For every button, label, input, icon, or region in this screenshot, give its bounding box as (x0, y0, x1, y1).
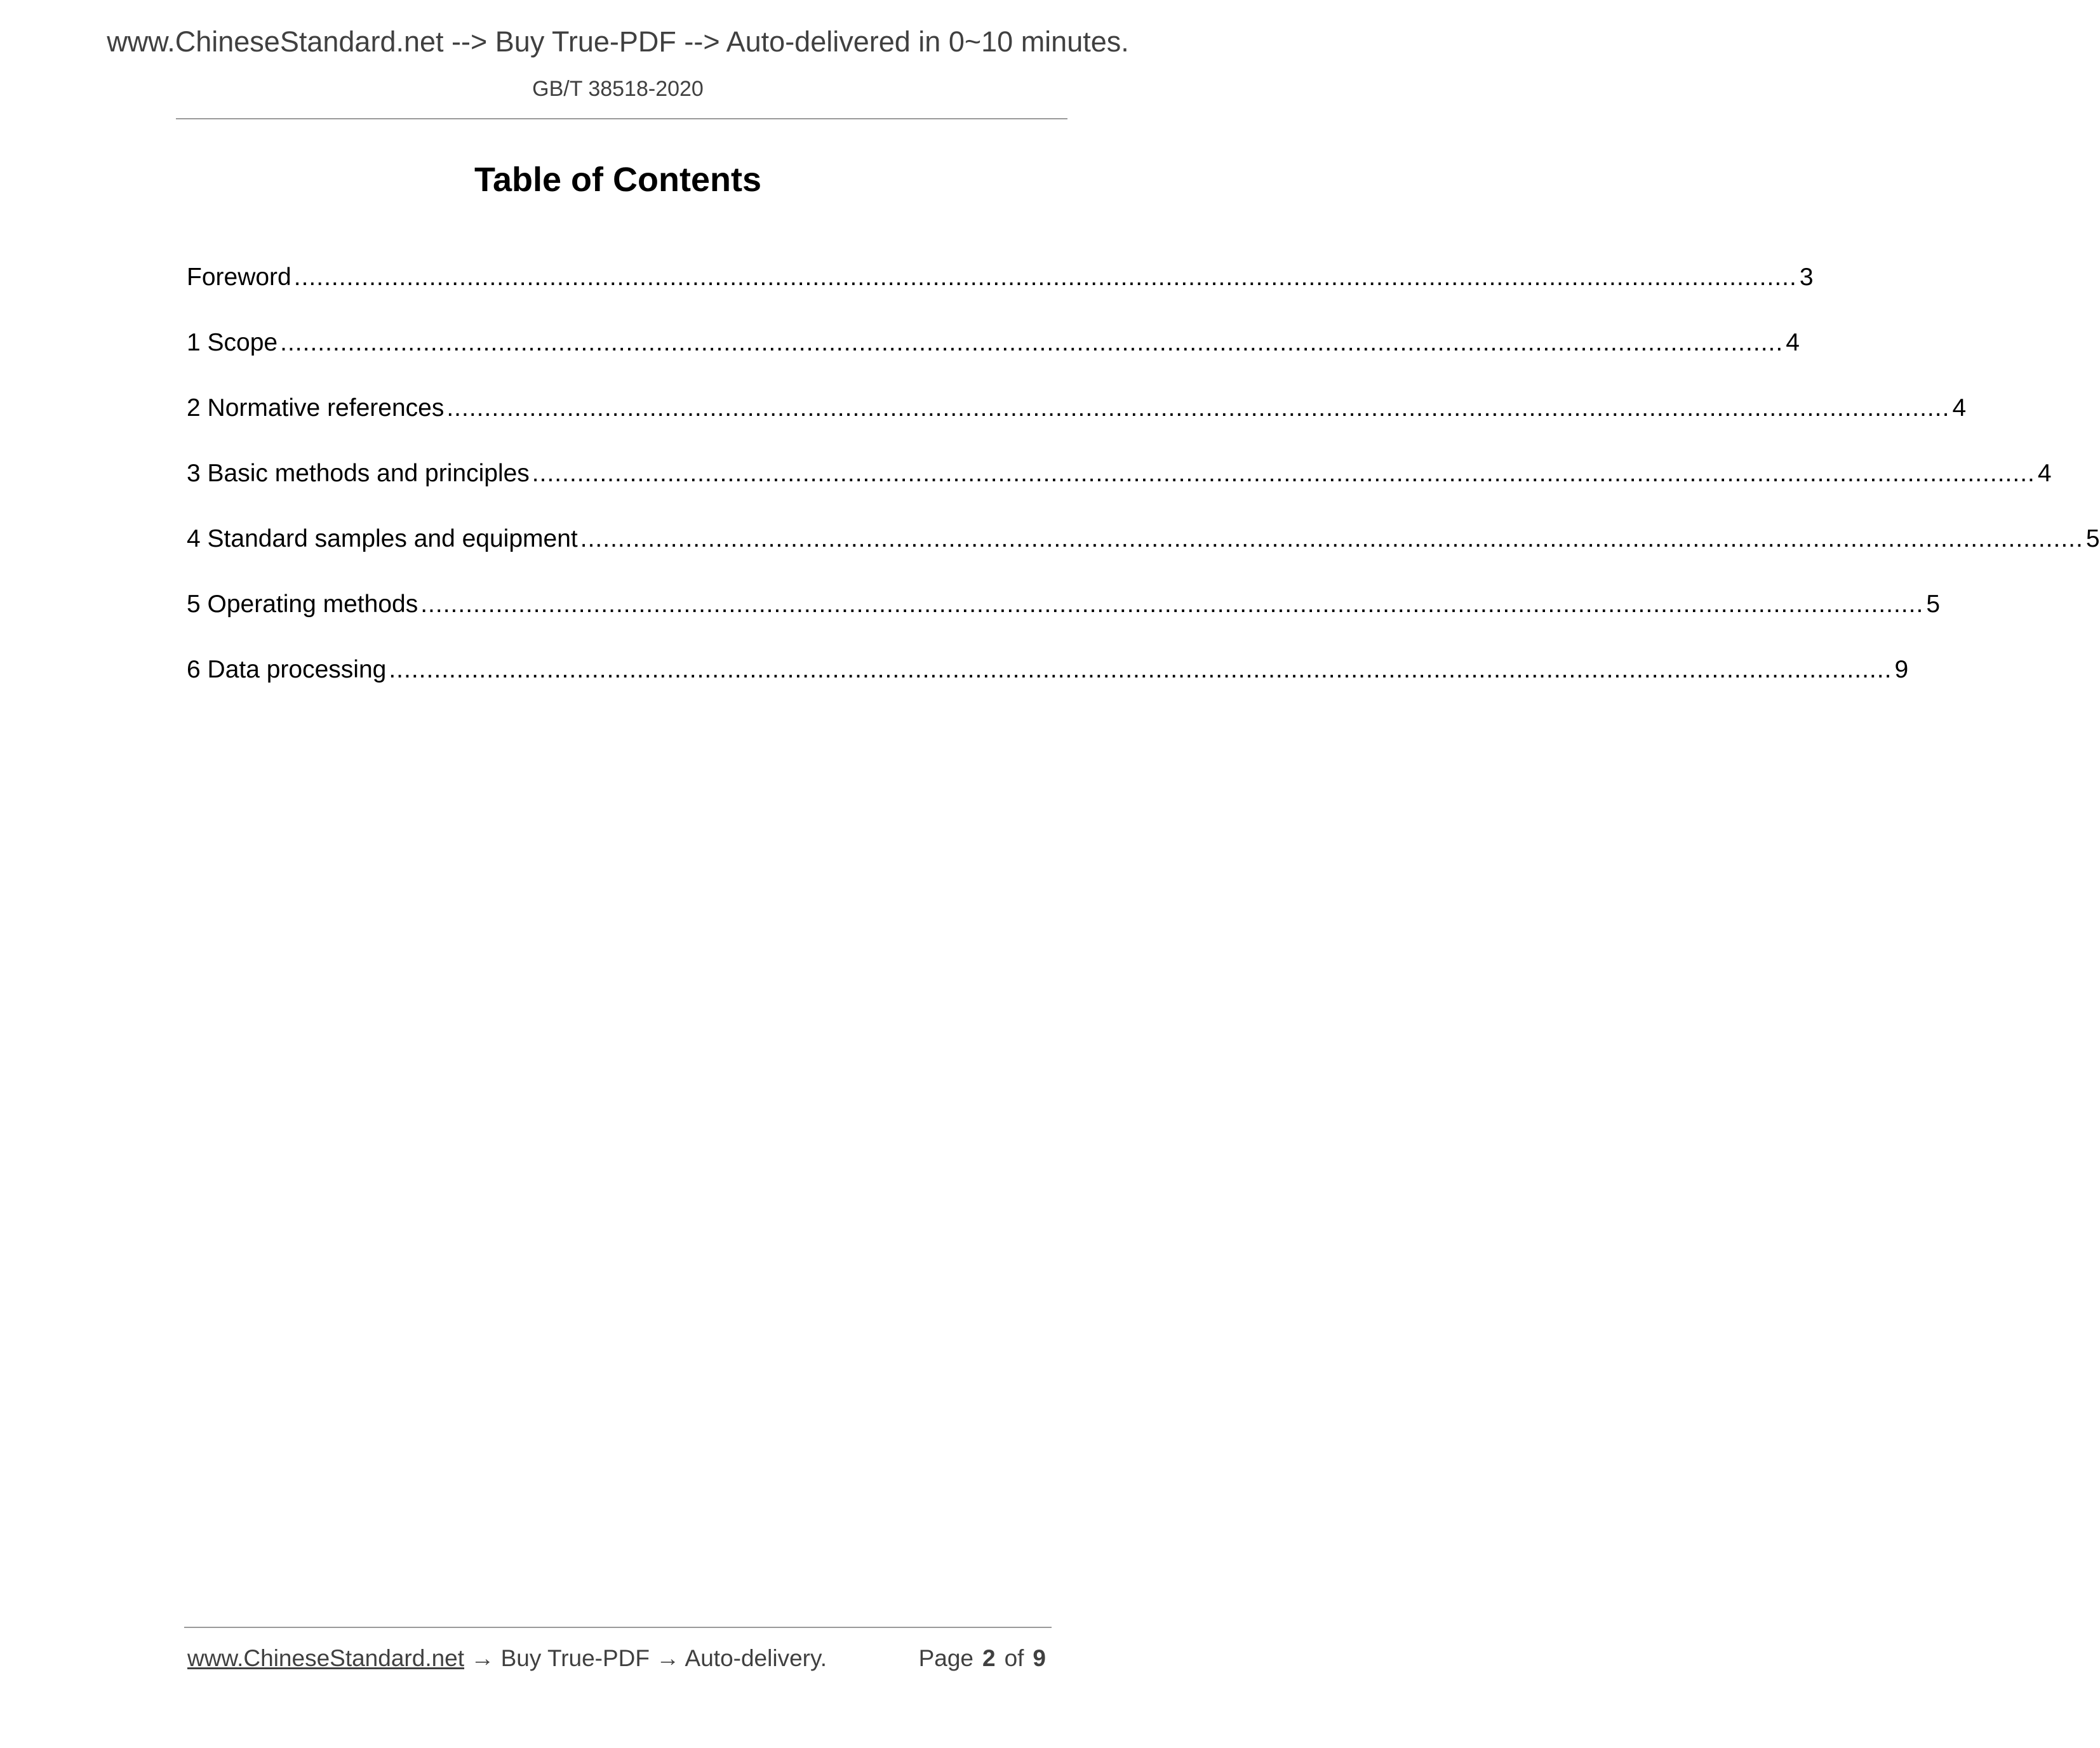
toc-list (187, 259, 2100, 717)
dot-leader: ........................................................................................................................................................................................................ (532, 460, 2035, 487)
toc-entry-label: 6 Data processing (187, 656, 387, 683)
page-indicator (919, 1641, 1046, 1676)
toc-entry-page: 5 (2085, 525, 2100, 552)
toc-entry-page: 5 (1926, 590, 1941, 618)
arrow-right-icon: → (656, 1645, 680, 1671)
toc-entry-standard-samples[interactable] (187, 521, 2100, 586)
footer-delivery-text: Auto-delivery. (685, 1645, 827, 1671)
of-word: of (1004, 1645, 1024, 1671)
footer-divider (184, 1627, 1052, 1628)
toc-entry-label: 3 Basic methods and principles (187, 460, 530, 487)
dot-leader: ........................................................................................................................................................................................................ (280, 329, 1784, 356)
toc-entry-page: 9 (1894, 656, 1909, 683)
toc-entry-label: 4 Standard samples and equipment (187, 525, 578, 552)
toc-entry-page: 4 (1952, 394, 1967, 422)
footer (187, 1641, 1051, 1676)
arrow-right-icon: → (471, 1645, 495, 1671)
footer-site-link[interactable]: www.ChineseStandard.net (187, 1645, 465, 1671)
dot-leader: ........................................................................................................................................................................................................ (389, 656, 1892, 683)
toc-entry-foreword[interactable] (187, 259, 1814, 324)
toc-entry-label: 2 Normative references (187, 394, 445, 422)
dot-leader: ........................................................................................................................................................................................................ (446, 394, 1950, 422)
footer-buy-text: Buy True-PDF (500, 1645, 650, 1671)
dot-leader: ........................................................................................................................................................................................................ (580, 525, 2083, 552)
toc-entry-label: 1 Scope (187, 329, 278, 356)
toc-entry-page: 3 (1799, 264, 1814, 291)
page-word: Page (918, 1645, 973, 1671)
toc-entry-basic-methods[interactable] (187, 455, 2052, 521)
toc-entry-page: 4 (1786, 329, 1800, 356)
dot-leader: ........................................................................................................................................................................................................ (293, 264, 1797, 291)
current-page-number: 2 (982, 1645, 996, 1671)
total-page-count: 9 (1033, 1645, 1046, 1671)
top-banner: www.ChineseStandard.net --> Buy True-PDF --> Auto-delivered in 0~10 minutes. (107, 25, 1129, 58)
toc-entry-label: 5 Operating methods (187, 590, 418, 618)
toc-entry-operating-methods[interactable] (187, 586, 1941, 651)
toc-entry-normative-references[interactable] (187, 390, 1967, 455)
dot-leader: ........................................................................................................................................................................................................ (420, 590, 1924, 618)
page-title: Table of Contents (474, 161, 761, 199)
standard-number: GB/T 38518-2020 (532, 77, 704, 101)
header-divider (176, 118, 1067, 119)
toc-entry-page: 4 (2037, 460, 2052, 487)
toc-entry-label: Foreword (187, 264, 291, 291)
toc-entry-data-processing[interactable] (187, 651, 1909, 717)
toc-entry-scope[interactable] (187, 324, 1800, 390)
footer-promo (187, 1641, 827, 1676)
